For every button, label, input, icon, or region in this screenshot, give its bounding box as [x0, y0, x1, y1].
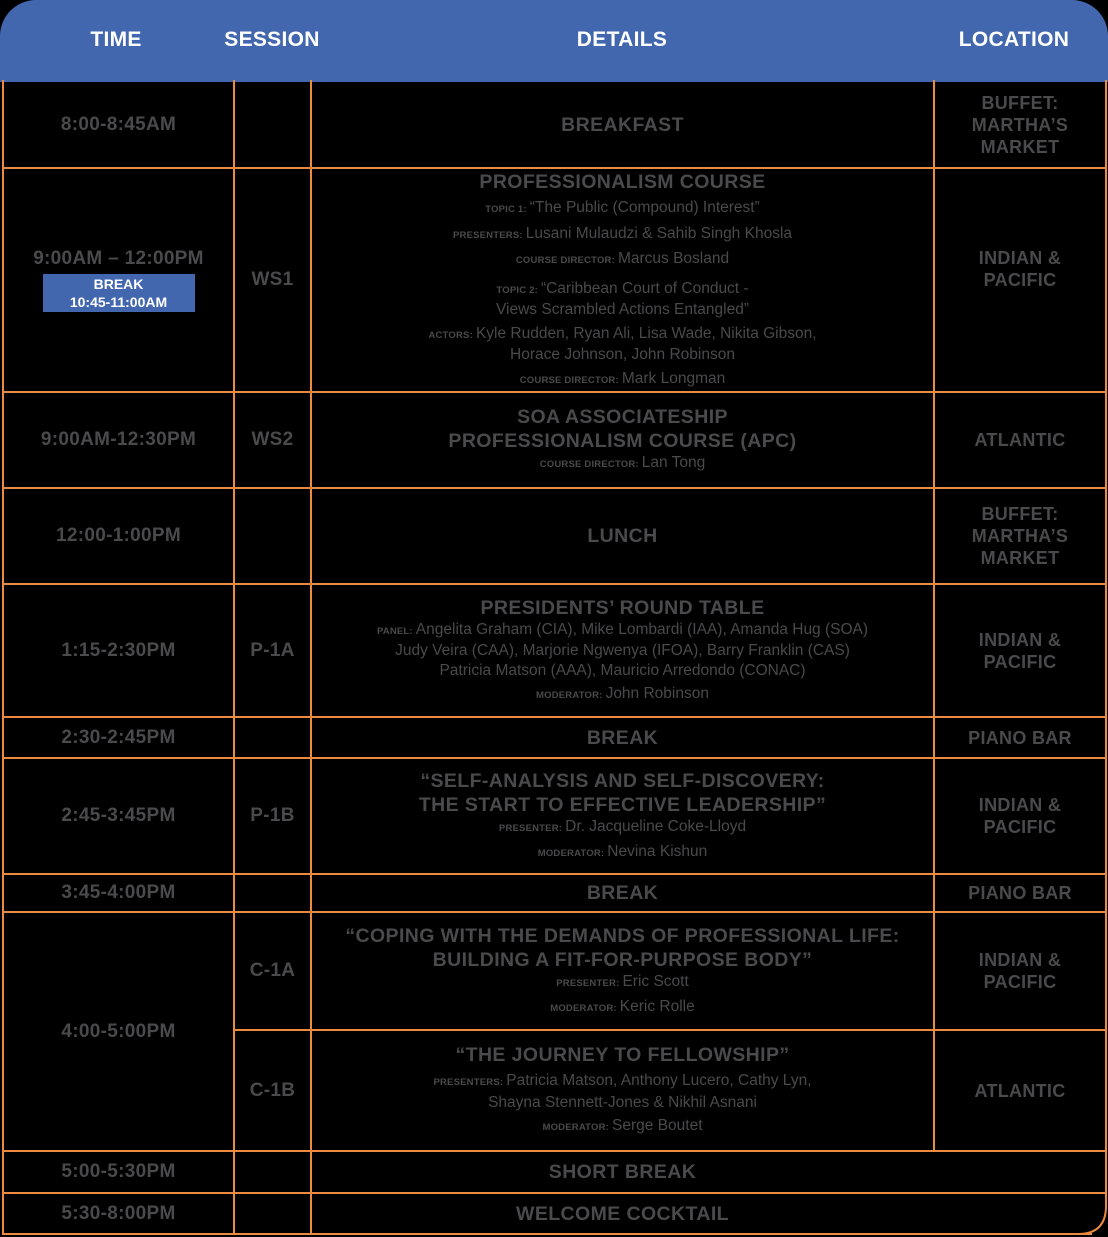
session-cell: WS1 — [251, 269, 294, 290]
time-cell: 2:45-3:45PM — [61, 805, 176, 826]
details-title: “SELF-ANALYSIS AND SELF-DISCOVERY: — [420, 769, 825, 792]
location-cell: ATLANTIC — [974, 430, 1066, 450]
session-cell: C-1B — [249, 1079, 296, 1101]
details-title: PRESIDENTS’ ROUND TABLE — [480, 596, 765, 619]
location-cell: PIANO BAR — [968, 883, 1072, 903]
session-cell: P-1B — [250, 805, 295, 826]
time-cell: 1:15-2:30PM — [61, 639, 176, 661]
location-cell: INDIAN & PACIFIC — [978, 629, 1062, 672]
session-cell: WS2 — [251, 429, 294, 450]
header-time: TIME — [90, 28, 142, 51]
time-cell: 3:45-4:00PM — [61, 882, 176, 903]
details-title: BREAK — [586, 882, 659, 904]
header-details: DETAILS — [576, 28, 668, 51]
location-cell: PIANO BAR — [968, 727, 1072, 748]
details-title: SOA ASSOCIATESHIP — [517, 406, 728, 429]
location-cell: INDIAN & PACIFIC — [978, 795, 1062, 837]
details-cell: PRESIDENTS’ ROUND TABLE PANEL: Angelita Graham (CIA), Mike Lombardi (IAA), Amanda Hug (SOA) Judy Veira (CAA), Marjorie Ngwenya (IFOA), Barry Franklin (CAS) Patricia Matson (AAA), Mauricio Arredondo (CONAC) MODERATOR: John Robinson — [376, 596, 869, 702]
details-cell: “COPING WITH THE DEMANDS OF PROFESSIONAL LIFE: BUILDING A FIT-FOR-PURPOSE BODY” PRESENTER: Eric Scott MODERATOR: Keric Rolle — [345, 924, 900, 1015]
details-title: “THE JOURNEY TO FELLOWSHIP” — [455, 1044, 790, 1067]
time-cell: 2:30-2:45PM — [61, 726, 176, 748]
location-cell: ATLANTIC — [974, 1080, 1066, 1101]
time-cell: 9:00AM-12:30PM — [40, 429, 197, 450]
details-cell: PROFESSIONALISM COURSE TOPIC 1: “The Public (Compound) Interest” PRESENTERS: Lusani Mulaudzi & Sahib Singh Khosla COURSE DIRECTOR: Marcus Bosland TOPIC 2: “Caribbean Court of Conduct - Views Scrambled Actions Entangled” ACTORS: Kyle Rudden, Ryan Ali, Lisa Wade, Nikita Gibson, Horace Johnson, John Robinson COURSE DIRECTOR: Mark Longman — [428, 171, 817, 387]
time-cell: 8:00-8:45AM — [60, 113, 177, 135]
table-corner — [1060, 1186, 1108, 1237]
details-title: BREAKFAST — [561, 113, 684, 136]
location-cell: BUFFET: MARTHA’S MARKET — [971, 92, 1069, 157]
session-cell: C-1A — [249, 960, 296, 981]
details-title: PROFESSIONALISM COURSE — [479, 171, 766, 193]
time-cell: 4:00-5:00PM — [61, 1020, 176, 1042]
time-cell: 5:00-5:30PM — [61, 1161, 176, 1182]
header-location: LOCATION — [958, 28, 1070, 51]
details-title: LUNCH — [587, 525, 658, 547]
location-cell: INDIAN & PACIFIC — [978, 950, 1062, 992]
details-cell: “THE JOURNEY TO FELLOWSHIP” PRESENTERS: Patricia Matson, Anthony Lucero, Cathy Lyn, Shayna Stennett-Jones & Nikhil Asnani MODERATOR: Serge Boutet — [433, 1044, 812, 1135]
details-title: SHORT BREAK — [548, 1161, 697, 1183]
time-cell: 12:00-1:00PM — [55, 525, 182, 546]
details-title: “COPING WITH THE DEMANDS OF PROFESSIONAL LIFE: — [345, 924, 900, 947]
location-cell: BUFFET: MARTHA’S MARKET — [971, 504, 1069, 568]
location-cell: INDIAN & PACIFIC — [978, 248, 1062, 290]
header-session: SESSION — [224, 28, 320, 51]
details-title: BREAK — [586, 726, 659, 749]
details-cell: “SELF-ANALYSIS AND SELF-DISCOVERY: THE START TO EFFECTIVE LEADERSHIP” PRESENTER: Dr. Jacqueline Coke-Lloyd MODERATOR: Nevina Kishun — [418, 769, 827, 860]
time-cell: 9:00AM – 12:00PM BREAK 10:45-11:00AM — [33, 248, 204, 310]
time-cell: 5:30-8:00PM — [61, 1202, 176, 1224]
break-badge: BREAK 10:45-11:00AM — [43, 274, 195, 312]
session-cell: P-1A — [250, 639, 295, 661]
details-cell: SOA ASSOCIATESHIP PROFESSIONALISM COURSE (APC) COURSE DIRECTOR: Lan Tong — [448, 406, 797, 472]
details-title: WELCOME COCKTAIL — [516, 1202, 729, 1225]
table-header — [0, 0, 1108, 82]
